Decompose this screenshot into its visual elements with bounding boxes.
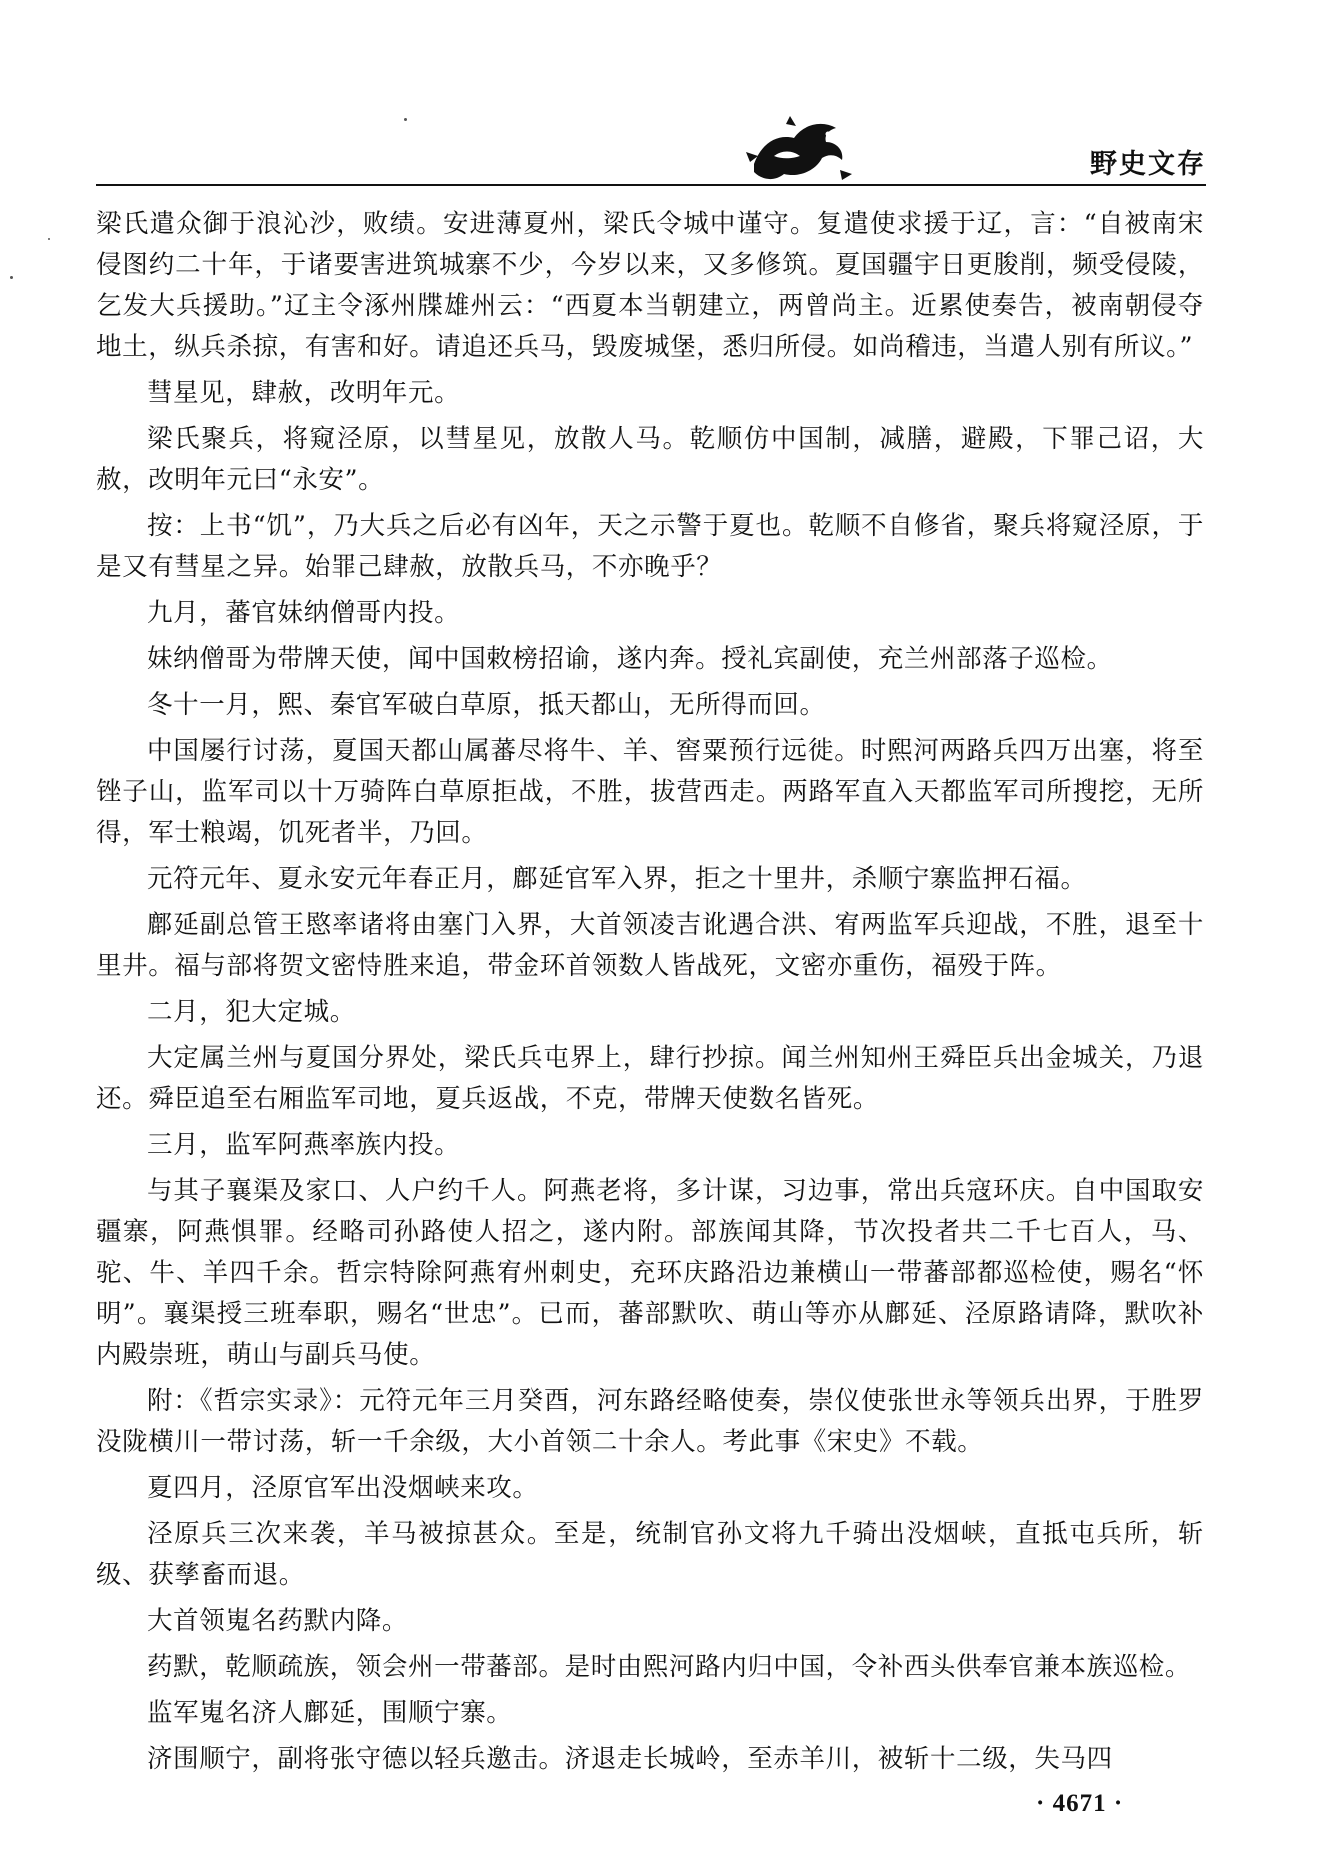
paragraph: 济围顺宁，副将张守德以轻兵邀击。济退走长城岭，至赤羊川，被斩十二级，失马四 xyxy=(147,1744,1113,1774)
paragraph: 附：《哲宗实录》：元符元年三月癸酉，河东路经略使奏，崇仪使张世永等领兵出界，于胜罗没陇横川一带讨荡，斩一千余级，大小首领二十余人。考此事《宋史》不载。 xyxy=(96,1386,1204,1457)
paragraph: 妹纳僧哥为带牌天使，闻中国敕榜招谕，遂内奔。授礼宾副使，充兰州部落子巡检。 xyxy=(147,644,1113,674)
paragraph: 大首领嵬名药默内降。 xyxy=(147,1606,409,1636)
paragraph: 梁氏遣众御于浪沁沙，败绩。安进薄夏州，梁氏令城中谨守。复遣使求援于辽，言：“自被南宋侵图约二十年，于诸要害进筑城寨不少，今岁以来，又多修筑。夏国疆宇日更朘削，频受侵陵，乞发大兵援助。”辽主令涿州牒雄州云：“西夏本当朝建立，两曾尚主。近累使奏告，被南朝侵夺地土，纵兵杀掠，有害和好。请追还兵马，毁废城堡，悉归所侵。如尚稽违，当遣人别有所议。” xyxy=(96,209,1204,362)
paragraph: 监军嵬名济人鄜延，围顺宁寨。 xyxy=(147,1698,513,1728)
paragraph: 鄜延副总管王愍率诸将由塞门入界，大首领凌吉讹遇合洪、宥两监军兵迎战，不胜，退至十里井。福与部将贺文密恃胜来追，带金环首领数人皆战死，文密亦重伤，福殁于阵。 xyxy=(96,910,1204,981)
paragraph: 二月，犯大定城。 xyxy=(147,997,356,1027)
page-header xyxy=(96,110,1206,190)
paragraph: 元符元年、夏永安元年春正月，鄜延官军入界，拒之十里井，杀顺宁寨监押石福。 xyxy=(147,864,1087,894)
paragraph: 九月，蕃官妹纳僧哥内投。 xyxy=(147,598,461,628)
scan-speck xyxy=(10,276,13,279)
paragraph: 与其子襄渠及家口、人户约千人。阿燕老将，多计谋，习边事，常出兵寇环庆。自中国取安疆寨，阿燕惧罪。经略司孙路使人招之，遂内附。部族闻其降，节次投者共二千七百人，马、驼、牛、羊四千余。哲宗特除阿燕宥州刺史，充环庆路沿边兼横山一带蕃部都巡检使，赐名“怀明”。襄渠授三班奉职，赐名“世忠”。已而，蕃部默吹、萌山等亦从鄜延、泾原路请降，默吹补内殿崇班，萌山与副兵马使。 xyxy=(96,1176,1204,1370)
header-rule xyxy=(96,184,1206,186)
paragraph: 三月，监军阿燕率族内投。 xyxy=(147,1130,461,1160)
dragon-emblem-icon xyxy=(744,112,854,186)
paragraph: 按：上书“饥”，乃大兵之后必有凶年，天之示警于夏也。乾顺不自修省，聚兵将窥泾原，于是又有彗星之异。始罪己肆赦，放散兵马，不亦晚乎？ xyxy=(96,511,1204,582)
scan-speck xyxy=(48,238,50,240)
paragraph: 中国屡行讨荡，夏国天都山属蕃尽将牛、羊、窖粟预行远徙。时熙河两路兵四万出塞，将至锉子山，监军司以十万骑阵白草原拒战，不胜，拔营西走。两路军直入天都监军司所搜挖，无所得，军士粮竭，饥死者半，乃回。 xyxy=(96,736,1204,848)
paragraph: 泾原兵三次来袭，羊马被掠甚众。至是，统制官孙文将九千骑出没烟峡，直抵屯兵所，斩级、获孳畜而退。 xyxy=(96,1519,1204,1590)
paragraph: 药默，乾顺疏族，领会州一带蕃部。是时由熙河路内归中国，令补西头供奉官兼本族巡检。 xyxy=(147,1652,1192,1682)
paragraph: 彗星见，肆赦，改明年元。 xyxy=(147,378,461,408)
paragraph: 夏四月，泾原官军出没烟峡来攻。 xyxy=(147,1473,539,1503)
body-text xyxy=(96,204,1204,1785)
paragraph: 冬十一月，熙、秦官军破白草原，抵天都山，无所得而回。 xyxy=(147,690,826,720)
page-number: · 4671 · xyxy=(1036,1790,1124,1817)
paragraph: 梁氏聚兵，将窥泾原，以彗星见，放散人马。乾顺仿中国制，减膳，避殿，下罪己诏，大赦，改明年元曰“永安”。 xyxy=(96,424,1204,495)
book-title: 野史文存 xyxy=(1090,149,1206,180)
scan-speck xyxy=(404,118,407,121)
paragraph: 大定属兰州与夏国分界处，梁氏兵屯界上，肆行抄掠。闻兰州知州王舜臣兵出金城关，乃退还。舜臣追至右厢监军司地，夏兵返战，不克，带牌天使数名皆死。 xyxy=(96,1043,1204,1114)
